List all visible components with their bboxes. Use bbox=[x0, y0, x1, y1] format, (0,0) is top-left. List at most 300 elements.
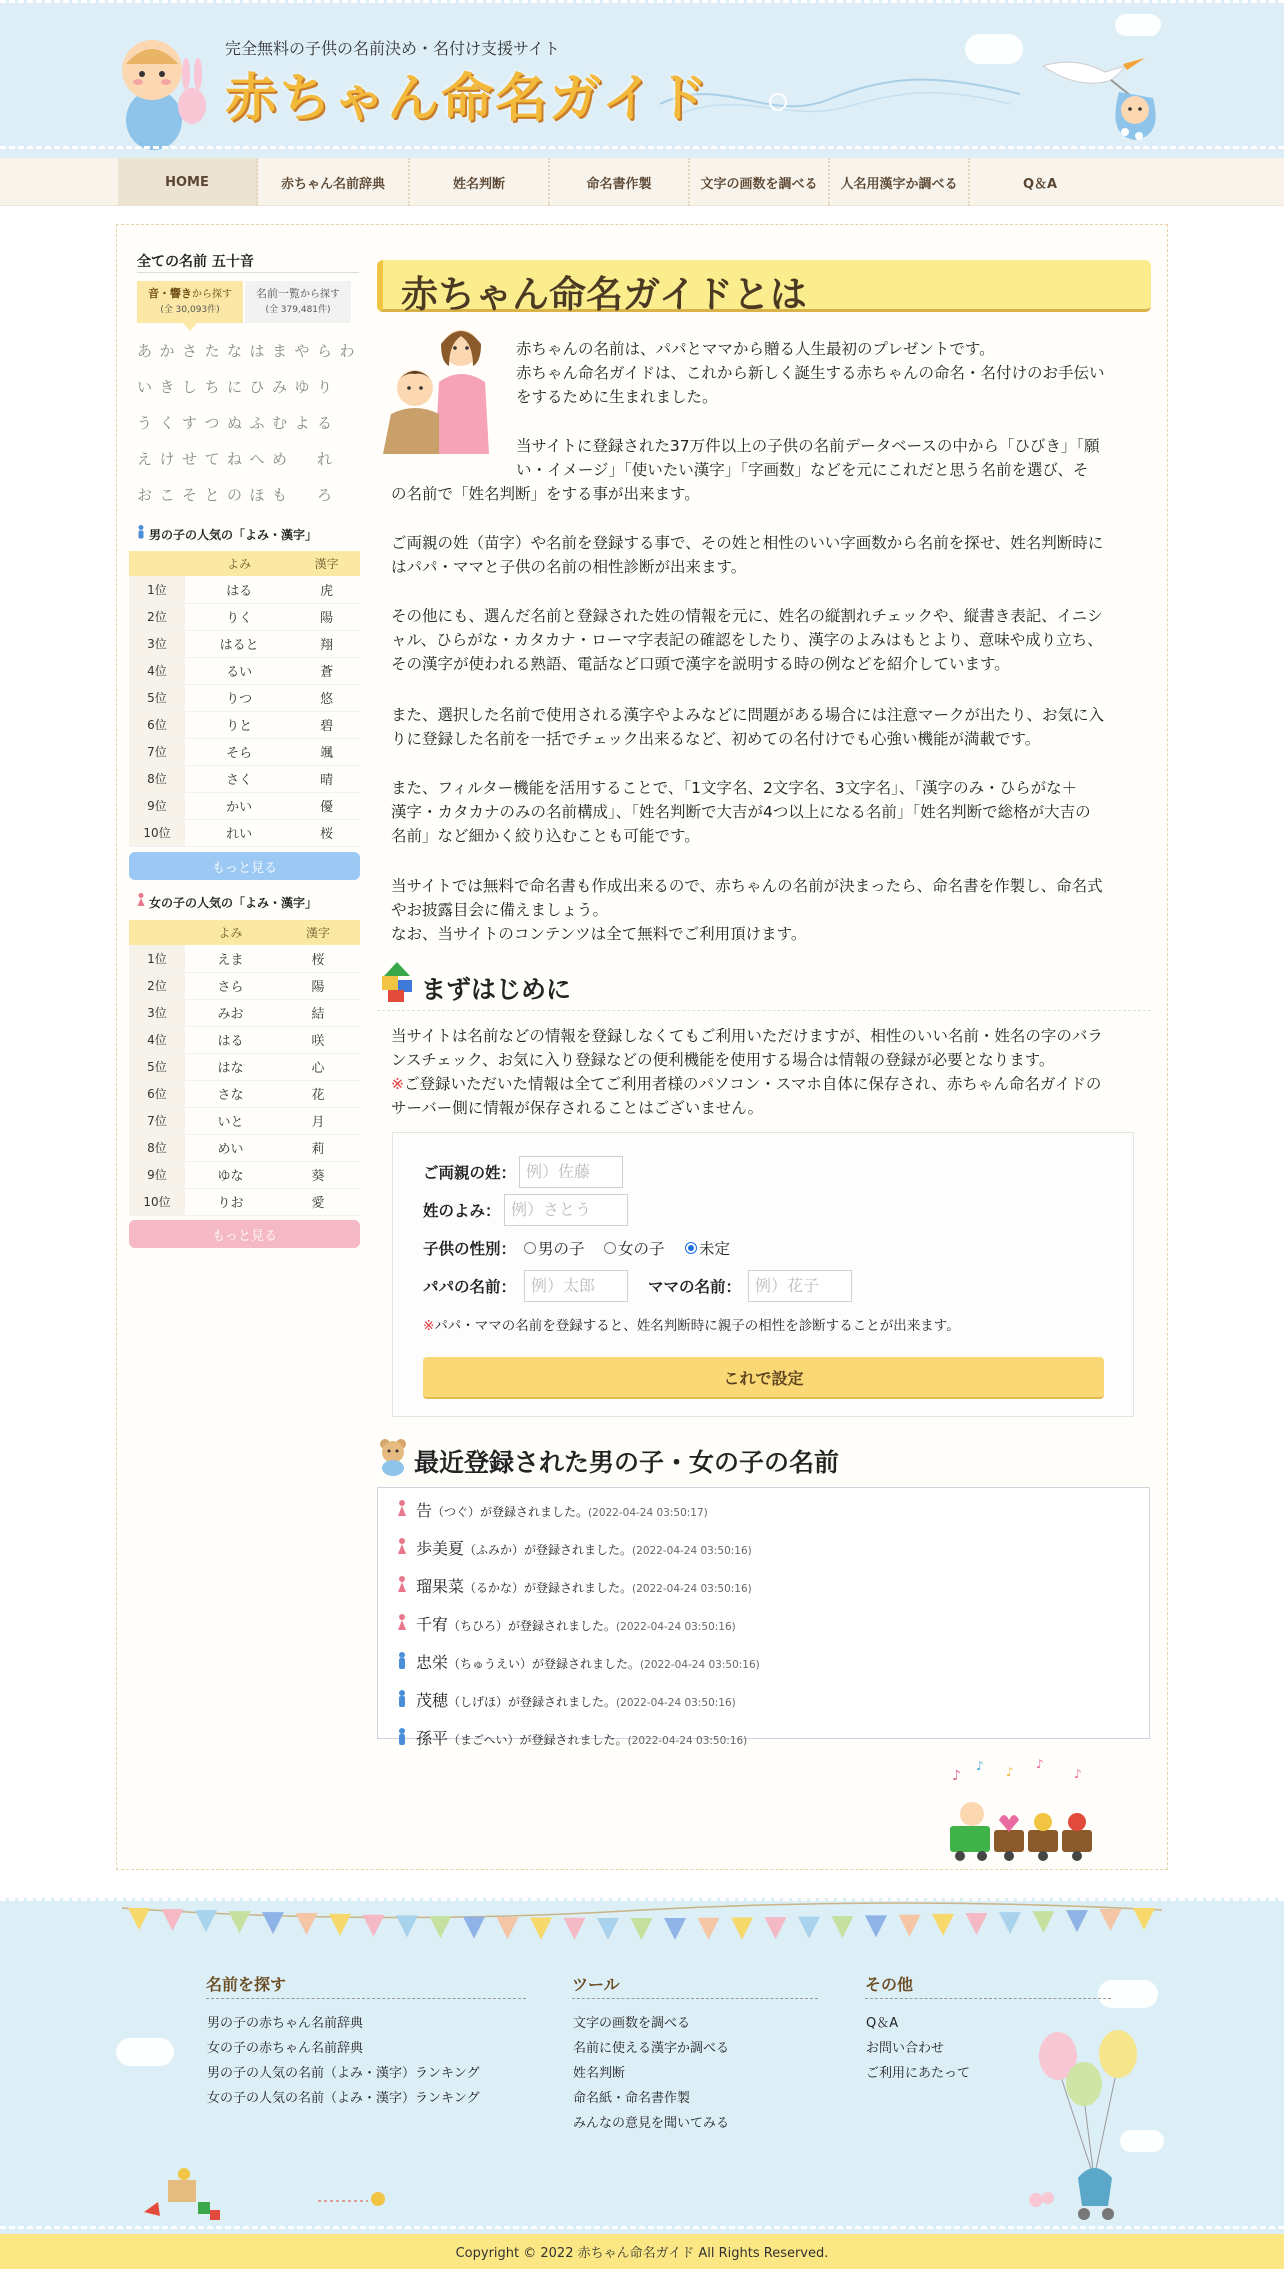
svg-text:♪: ♪ bbox=[1074, 1767, 1082, 1781]
cloud-decoration bbox=[965, 34, 1023, 64]
kana-link[interactable]: ゆ bbox=[294, 378, 310, 396]
rank-cell: 6位 bbox=[129, 711, 185, 738]
table-row bbox=[129, 1107, 360, 1134]
text-line: その漢字が使われる熟語、電話など口頭で漢字を説明する時の例などを紹介しています。 bbox=[391, 655, 1010, 673]
rank-cell: 4位 bbox=[129, 657, 185, 684]
svg-text:♪: ♪ bbox=[976, 1759, 984, 1773]
table-row bbox=[129, 1026, 360, 1053]
table-header-row bbox=[129, 920, 360, 945]
boys-ranking-title bbox=[137, 525, 317, 543]
kana-link[interactable]: て bbox=[204, 450, 220, 468]
kana-link[interactable]: ら bbox=[317, 342, 333, 360]
radio-label: 男の子 bbox=[538, 1240, 585, 1258]
boy-icon bbox=[398, 1728, 406, 1746]
rank-cell: 9位 bbox=[129, 1161, 185, 1188]
kana-link[interactable]: む bbox=[272, 414, 288, 432]
bunting-flag bbox=[229, 1911, 251, 1933]
certificate-paragraph bbox=[391, 874, 1103, 946]
bunting-flag bbox=[430, 1916, 452, 1938]
cloud-decoration bbox=[1115, 14, 1161, 36]
compat-paragraph bbox=[391, 531, 1103, 579]
radio-circle bbox=[604, 1242, 616, 1254]
kanji-cell[interactable]: 桜 bbox=[293, 819, 360, 846]
table-row bbox=[129, 819, 360, 846]
form-note bbox=[423, 1314, 960, 1334]
kana-link[interactable]: し bbox=[182, 378, 198, 396]
text-line: りに登録した名前を一括でチェック出来るなど、初めての名付けでも心強い機能が満載です。 bbox=[391, 730, 1041, 748]
kanji-cell[interactable]: 悠 bbox=[293, 684, 360, 711]
footer-link-terms[interactable]: ご利用にあたって bbox=[866, 2066, 971, 2081]
text-line bbox=[391, 1072, 1103, 1096]
ranking-title-text: 男の子の人気の「よみ・漢字」 bbox=[149, 528, 318, 542]
kana-link[interactable]: も bbox=[272, 486, 288, 504]
baby-logo-icon bbox=[112, 34, 217, 152]
recent-name[interactable]: 茂穂 bbox=[416, 1691, 449, 1710]
kana-link[interactable]: は bbox=[249, 342, 265, 360]
yomi-col-header: よみ bbox=[185, 920, 276, 945]
save-settings-button[interactable]: これで設定 bbox=[423, 1357, 1104, 1399]
kana-link[interactable]: い bbox=[137, 378, 153, 396]
footer-link-certificate[interactable]: 命名紙・命名書作製 bbox=[573, 2091, 691, 2106]
kanji-cell[interactable]: 莉 bbox=[276, 1134, 360, 1161]
radio-label: 未定 bbox=[699, 1240, 731, 1258]
kanji-cell[interactable]: 咲 bbox=[276, 1026, 360, 1053]
toy-duck-icon bbox=[318, 2189, 390, 2209]
text-line: また、選択した名前で使用される漢字やよみなどに問題がある場合には注意マークが出たり、お気に入 bbox=[391, 706, 1105, 724]
boys-ranking-table bbox=[129, 551, 360, 847]
bunting-flag bbox=[296, 1913, 318, 1935]
cloud-decoration bbox=[116, 2038, 174, 2066]
kanji-cell[interactable]: 愛 bbox=[276, 1188, 360, 1215]
yomi-cell[interactable]: はると bbox=[185, 630, 293, 657]
kanji-cell[interactable]: 晴 bbox=[293, 765, 360, 792]
recent-name[interactable]: 告 bbox=[416, 1501, 433, 1520]
tab-label: 名前一覧 bbox=[256, 287, 300, 300]
kana-link[interactable]: や bbox=[294, 342, 310, 360]
table-row bbox=[129, 1080, 360, 1107]
text-line: はパパ・ママと子供の名前の相性診断が出来ます。 bbox=[391, 558, 747, 576]
nav-kanji-check[interactable]: 人名用漢字か調べる bbox=[830, 158, 970, 206]
bunting-flag bbox=[832, 1916, 854, 1938]
nav-home[interactable]: HOME bbox=[118, 158, 258, 206]
intro-paragraph bbox=[516, 337, 1105, 409]
girls-more-button[interactable]: もっと見る bbox=[129, 1220, 360, 1248]
text-line: 漢字・カタカナのみの名前構成」、「姓名判断で大吉が4つ以上になる名前」「姓名判断で総格が大吉の bbox=[391, 803, 1091, 821]
footer-divider bbox=[865, 1998, 1111, 1999]
footer-link-girls-dictionary[interactable]: 女の子の赤ちゃん名前辞典 bbox=[207, 2041, 364, 2056]
kanji-cell[interactable]: 蒼 bbox=[293, 657, 360, 684]
yomi-cell[interactable]: りと bbox=[185, 711, 293, 738]
kanji-cell[interactable]: 優 bbox=[293, 792, 360, 819]
swirl-decoration bbox=[660, 64, 1020, 124]
recent-timestamp: (2022-04-24 03:50:16) bbox=[627, 1735, 748, 1747]
footer-link-contact[interactable]: お問い合わせ bbox=[866, 2041, 945, 2056]
kana-link[interactable]: こ bbox=[159, 486, 175, 504]
kana-row bbox=[137, 412, 363, 448]
kanji-cell[interactable]: 陽 bbox=[293, 603, 360, 630]
kana-link[interactable]: ま bbox=[272, 342, 288, 360]
mama-name-label: ママの名前： bbox=[648, 1278, 742, 1296]
features-paragraph bbox=[391, 604, 1103, 676]
kana-link[interactable]: ひ bbox=[249, 378, 265, 396]
surname-yomi-input[interactable]: 例）さとう bbox=[504, 1194, 628, 1226]
kanji-cell[interactable]: 月 bbox=[276, 1107, 360, 1134]
bunting-flag bbox=[363, 1915, 385, 1937]
tab-suffix: から探す bbox=[192, 289, 232, 300]
yomi-cell[interactable]: はる bbox=[185, 1026, 276, 1053]
kana-link bbox=[340, 376, 363, 412]
kana-row bbox=[137, 376, 363, 412]
recent-timestamp: (2022-04-24 03:50:16) bbox=[632, 1545, 752, 1557]
yomi-cell[interactable]: えま bbox=[185, 945, 276, 972]
recent-name[interactable]: 忠栄 bbox=[416, 1653, 449, 1672]
girls-ranking-table bbox=[129, 920, 360, 1216]
kanji-col-header: 漢字 bbox=[293, 551, 360, 576]
gender-radio-girl[interactable] bbox=[604, 1237, 665, 1259]
boy-icon bbox=[398, 1652, 406, 1670]
kana-link[interactable]: れ bbox=[317, 450, 333, 468]
bunting-flag bbox=[497, 1917, 519, 1939]
rank-cell: 1位 bbox=[129, 576, 185, 603]
bunting-flag bbox=[698, 1918, 720, 1940]
bunting-flag bbox=[597, 1918, 619, 1940]
rank-cell: 10位 bbox=[129, 819, 185, 846]
tab-search-by-sound[interactable] bbox=[137, 281, 243, 323]
text-line: 赤ちゃん命名ガイドは、これから新しく誕生する赤ちゃんの命名・名付けのお手伝い bbox=[516, 364, 1105, 382]
kana-link[interactable]: か bbox=[159, 342, 175, 360]
svg-text:♪: ♪ bbox=[1006, 1765, 1014, 1779]
database-paragraph bbox=[516, 434, 1100, 482]
kana-link[interactable]: つ bbox=[204, 414, 220, 432]
recent-yomi: （つぐ） bbox=[432, 1505, 481, 1519]
ranking-title-text: 女の子の人気の「よみ・漢字」 bbox=[149, 896, 318, 910]
footer-link-opinions[interactable]: みんなの意見を聞いてみる bbox=[573, 2116, 730, 2131]
nav-qa[interactable]: Q＆A bbox=[1022, 176, 1058, 192]
kanji-cell[interactable]: 碧 bbox=[293, 711, 360, 738]
kana-link[interactable]: う bbox=[137, 414, 153, 432]
recent-yomi: （ちゅうえい） bbox=[448, 1657, 533, 1671]
kana-link[interactable]: え bbox=[137, 450, 153, 468]
recent-name[interactable]: 歩美夏 bbox=[416, 1539, 465, 1558]
footer-link-boys-ranking[interactable]: 男の子の人気の名前（よみ・漢字）ランキング bbox=[207, 2066, 480, 2081]
bunting-flag bbox=[463, 1917, 485, 1939]
warning-paragraph bbox=[391, 703, 1104, 751]
database-paragraph-end: の名前で「姓名判断」をする事が出来ます。 bbox=[391, 485, 700, 503]
recent-name[interactable]: 孫平 bbox=[416, 1729, 449, 1748]
nav-naming-certificate[interactable]: 命名書作製 bbox=[550, 158, 690, 206]
gender-label: 子供の性別： bbox=[423, 1240, 517, 1258]
kana-link[interactable]: め bbox=[272, 450, 288, 468]
bunting-flag bbox=[798, 1917, 820, 1939]
kana-link[interactable]: り bbox=[317, 378, 333, 396]
recent-message: が登録されました。 bbox=[524, 1581, 633, 1595]
footer-other-title: その他 bbox=[865, 1975, 914, 1994]
nav-name-dictionary[interactable]: 赤ちゃん名前辞典 bbox=[258, 158, 410, 206]
bunting-flag bbox=[932, 1914, 954, 1936]
cloud-decoration bbox=[1098, 1980, 1158, 2008]
radio-circle bbox=[524, 1242, 536, 1254]
kana-link[interactable]: す bbox=[182, 414, 198, 432]
site-title-logo[interactable]: 赤ちゃん命名ガイド bbox=[225, 69, 710, 129]
sidebar-divider bbox=[137, 272, 359, 273]
kana-link[interactable]: せ bbox=[182, 450, 198, 468]
text-line: サーバー側に情報が保存されることはございません。 bbox=[391, 1099, 764, 1117]
kanji-cell[interactable]: 翔 bbox=[293, 630, 360, 657]
table-row bbox=[129, 1188, 360, 1215]
recent-name[interactable]: 瑠果菜 bbox=[416, 1577, 465, 1596]
rank-cell: 10位 bbox=[129, 1188, 185, 1215]
girl-icon bbox=[398, 1538, 406, 1556]
kanji-cell[interactable]: 陽 bbox=[276, 972, 360, 999]
table-row bbox=[129, 711, 360, 738]
kana-link[interactable]: さ bbox=[182, 342, 198, 360]
bunting-flag bbox=[631, 1918, 653, 1940]
kana-link bbox=[295, 484, 318, 520]
recent-yomi: （しげほ） bbox=[448, 1695, 509, 1709]
kanji-cell[interactable]: 花 bbox=[276, 1080, 360, 1107]
page-title: 赤ちゃん命名ガイドとは bbox=[401, 273, 807, 316]
yomi-cell[interactable]: いと bbox=[185, 1107, 276, 1134]
rank-cell: 5位 bbox=[129, 1053, 185, 1080]
footer-link-fortune[interactable]: 姓名判断 bbox=[573, 2066, 626, 2081]
recent-yomi: （まごへい） bbox=[448, 1733, 520, 1747]
footer-link-qa[interactable]: Q＆A bbox=[866, 2016, 899, 2031]
footer-link-boys-dictionary[interactable]: 男の子の赤ちゃん名前辞典 bbox=[207, 2016, 364, 2031]
surname-input[interactable]: 例）佐藤 bbox=[519, 1156, 623, 1188]
girl-icon bbox=[398, 1500, 406, 1518]
recent-names-list[interactable] bbox=[377, 1487, 1150, 1748]
table-row bbox=[129, 684, 360, 711]
bunting-flag bbox=[664, 1918, 686, 1940]
table-row bbox=[129, 1161, 360, 1188]
radio-label: 女の子 bbox=[618, 1240, 665, 1258]
recent-timestamp: (2022-04-24 03:50:16) bbox=[616, 1621, 736, 1633]
rank-col-header bbox=[129, 920, 185, 945]
nav-stroke-count[interactable]: 文字の画数を調べる bbox=[690, 158, 830, 206]
kana-link[interactable]: ふ bbox=[249, 414, 265, 432]
footer-divider bbox=[0, 2226, 1284, 2229]
kana-link[interactable]: へ bbox=[249, 450, 265, 468]
list-item[interactable] bbox=[398, 1688, 736, 1711]
main-heading-banner bbox=[377, 260, 1151, 316]
girls-ranking-title bbox=[137, 893, 317, 911]
kana-link[interactable]: そ bbox=[182, 486, 198, 504]
kanji-cell[interactable]: 心 bbox=[276, 1053, 360, 1080]
yomi-cell[interactable]: みお bbox=[185, 999, 276, 1026]
footer-link-girls-ranking[interactable]: 女の子の人気の名前（よみ・漢字）ランキング bbox=[207, 2091, 480, 2106]
kana-link[interactable]: ろ bbox=[317, 486, 333, 504]
svg-text:♪: ♪ bbox=[952, 1768, 961, 1784]
kana-link[interactable]: に bbox=[227, 378, 243, 396]
recent-timestamp: (2022-04-24 03:50:17) bbox=[588, 1507, 708, 1519]
copyright-bar: Copyright © 2022 赤ちゃん命名ガイド All Rights Reserved. bbox=[0, 2234, 1284, 2269]
bunting-flag bbox=[1100, 1909, 1122, 1931]
table-row bbox=[129, 1053, 360, 1080]
boy-icon bbox=[137, 525, 145, 539]
kana-link[interactable]: け bbox=[159, 450, 175, 468]
tab-name-list[interactable] bbox=[245, 281, 351, 323]
list-item[interactable] bbox=[398, 1726, 747, 1749]
bunting-flag bbox=[262, 1912, 284, 1934]
note-mark: ※ bbox=[423, 1318, 435, 1334]
kana-link[interactable]: の bbox=[227, 486, 243, 504]
kanji-cell[interactable]: 結 bbox=[276, 999, 360, 1026]
kana-link[interactable]: る bbox=[317, 414, 333, 432]
yomi-cell[interactable]: はる bbox=[185, 576, 293, 603]
bunting-flag bbox=[530, 1918, 552, 1940]
recent-yomi: （ふみか） bbox=[464, 1543, 525, 1557]
tab-label: 音・響き bbox=[148, 287, 192, 300]
footer-link-stroke-count[interactable]: 文字の画数を調べる bbox=[573, 2016, 691, 2031]
yomi-cell[interactable]: るい bbox=[185, 657, 293, 684]
kana-link[interactable]: ね bbox=[227, 450, 243, 468]
toy-blocks-icon bbox=[380, 960, 414, 1002]
bunting-flag bbox=[999, 1912, 1021, 1934]
start-paragraph bbox=[391, 1024, 1103, 1120]
girl-icon bbox=[398, 1576, 406, 1594]
kana-link[interactable]: み bbox=[272, 378, 288, 396]
tab-suffix: から探す bbox=[300, 289, 340, 300]
kana-link[interactable]: ほ bbox=[249, 486, 265, 504]
bunting-flag bbox=[564, 1918, 586, 1940]
filter-paragraph bbox=[391, 776, 1091, 848]
tab-count: (全 379,481件) bbox=[265, 305, 331, 315]
rank-cell: 3位 bbox=[129, 999, 185, 1026]
kana-link[interactable]: ぬ bbox=[227, 414, 243, 432]
kana-link[interactable]: お bbox=[137, 486, 153, 504]
list-item[interactable] bbox=[398, 1498, 708, 1521]
nav-fortune[interactable]: 姓名判断 bbox=[410, 158, 550, 206]
table-row bbox=[129, 630, 360, 657]
kana-link bbox=[340, 412, 363, 448]
yomi-cell[interactable]: さな bbox=[185, 1080, 276, 1107]
parents-illustration-icon bbox=[377, 322, 503, 456]
header-divider bbox=[0, 146, 1284, 149]
footer-link-kanji-check[interactable]: 名前に使える漢字か調べる bbox=[573, 2041, 730, 2056]
yomi-cell[interactable]: めい bbox=[185, 1134, 276, 1161]
list-item[interactable] bbox=[398, 1612, 736, 1635]
rank-cell: 7位 bbox=[129, 738, 185, 765]
mama-name-input[interactable]: 例）花子 bbox=[748, 1270, 852, 1302]
toy-train-illustration-icon bbox=[946, 1756, 1096, 1866]
recent-message: が登録されました。 bbox=[519, 1733, 628, 1747]
text-line: をするために生まれました。 bbox=[516, 388, 718, 406]
yomi-cell[interactable]: はな bbox=[185, 1053, 276, 1080]
kana-link[interactable]: よ bbox=[294, 414, 310, 432]
bunting-flag bbox=[765, 1917, 787, 1939]
kana-row bbox=[137, 340, 363, 376]
radio-circle-checked bbox=[685, 1242, 697, 1254]
table-row bbox=[129, 657, 360, 684]
yomi-cell[interactable]: りく bbox=[185, 603, 293, 630]
text-line: なお、当サイトのコンテンツは全て無料でご利用頂けます。 bbox=[391, 925, 807, 943]
yomi-cell[interactable]: れい bbox=[185, 819, 293, 846]
start-heading: まずはじめに bbox=[421, 975, 572, 1004]
recent-name[interactable]: 千宥 bbox=[416, 1615, 449, 1634]
text-line: 当サイトでは無料で命名書も作成出来るので、赤ちゃんの名前が決まったら、命名書を作製し、命名式 bbox=[391, 877, 1103, 895]
rank-cell: 1位 bbox=[129, 945, 185, 972]
papa-name-input[interactable]: 例）太郎 bbox=[524, 1270, 628, 1302]
recent-message: が登録されました。 bbox=[480, 1505, 589, 1519]
yomi-cell[interactable]: りお bbox=[185, 1188, 276, 1215]
list-item[interactable] bbox=[398, 1536, 752, 1559]
bunting-flag bbox=[899, 1915, 921, 1937]
kanji-cell[interactable]: 虎 bbox=[293, 576, 360, 603]
footer-search-title: 名前を探す bbox=[206, 1975, 287, 1994]
kanji-cell[interactable]: 桜 bbox=[276, 945, 360, 972]
bunting-flag bbox=[128, 1908, 150, 1930]
note-text: ご登録いただいた情報は全てご利用者様のパソコン・スマホ自体に保存され、赤ちゃん命名ガイドの bbox=[404, 1075, 1102, 1093]
note-mark: ※ bbox=[391, 1075, 404, 1093]
table-row bbox=[129, 792, 360, 819]
yomi-cell[interactable]: さく bbox=[185, 765, 293, 792]
text-line: やお披露目会に備えましょう。 bbox=[391, 901, 609, 919]
kanji-cell[interactable]: 颯 bbox=[293, 738, 360, 765]
table-row bbox=[129, 972, 360, 999]
yomi-cell[interactable]: りつ bbox=[185, 684, 293, 711]
kana-link[interactable]: き bbox=[159, 378, 175, 396]
rank-cell: 7位 bbox=[129, 1107, 185, 1134]
stork-illustration-icon bbox=[1035, 36, 1165, 146]
kana-link[interactable]: ち bbox=[204, 378, 220, 396]
rank-cell: 2位 bbox=[129, 603, 185, 630]
recent-timestamp: (2022-04-24 03:50:16) bbox=[640, 1659, 760, 1671]
table-row bbox=[129, 999, 360, 1026]
bunting-flag bbox=[731, 1918, 753, 1940]
text-line: 当サイトに登録された37万件以上の子供の名前データベースの中から「ひびき」「願 bbox=[516, 437, 1100, 455]
text-line: ご両親の姓（苗字）や名前を登録する事で、その姓と相性のいい字画数から名前を探せ、姓名判断時に bbox=[391, 534, 1104, 552]
kana-link[interactable]: く bbox=[159, 414, 175, 432]
bunting-flag bbox=[1133, 1908, 1155, 1930]
yomi-cell[interactable]: ゆな bbox=[185, 1161, 276, 1188]
yomi-cell[interactable]: さら bbox=[185, 972, 276, 999]
kana-link[interactable]: と bbox=[204, 486, 220, 504]
kana-link[interactable]: な bbox=[227, 342, 243, 360]
kana-link bbox=[295, 448, 318, 484]
gender-radio-boy[interactable] bbox=[524, 1237, 585, 1259]
heading-divider bbox=[377, 1010, 1151, 1011]
toy-blocks-footer-icon bbox=[140, 2166, 240, 2222]
footer-divider bbox=[572, 1998, 818, 1999]
kana-link[interactable]: あ bbox=[137, 342, 153, 360]
girl-icon bbox=[398, 1614, 406, 1632]
gender-radio-undecided[interactable] bbox=[685, 1237, 730, 1259]
boys-more-button[interactable]: もっと見る bbox=[129, 852, 360, 880]
kana-link[interactable]: た bbox=[204, 342, 220, 360]
list-item[interactable] bbox=[398, 1574, 752, 1597]
recent-yomi: （るかな） bbox=[464, 1581, 525, 1595]
global-nav bbox=[0, 158, 1284, 206]
yomi-col-header: よみ bbox=[185, 551, 293, 576]
table-row bbox=[129, 603, 360, 630]
kanji-cell[interactable]: 葵 bbox=[276, 1161, 360, 1188]
bunting-flag bbox=[966, 1913, 988, 1935]
recent-timestamp: (2022-04-24 03:50:16) bbox=[616, 1697, 736, 1709]
kanji-col-header: 漢字 bbox=[276, 920, 360, 945]
yomi-cell[interactable]: そら bbox=[185, 738, 293, 765]
kana-link[interactable]: わ bbox=[339, 342, 355, 360]
kana-row bbox=[137, 484, 363, 520]
bunting-flag bbox=[865, 1915, 887, 1937]
bunting-decoration bbox=[122, 1902, 1162, 1952]
list-item[interactable] bbox=[398, 1650, 760, 1673]
tab-count: (全 30,093件) bbox=[160, 305, 220, 315]
recent-yomi: （ちひろ） bbox=[448, 1619, 509, 1633]
site-tagline: 完全無料の子供の名前決め・名付け支援サイト bbox=[225, 39, 560, 58]
yomi-cell[interactable]: かい bbox=[185, 792, 293, 819]
bunting-flag bbox=[1033, 1911, 1055, 1933]
rank-cell: 8位 bbox=[129, 765, 185, 792]
